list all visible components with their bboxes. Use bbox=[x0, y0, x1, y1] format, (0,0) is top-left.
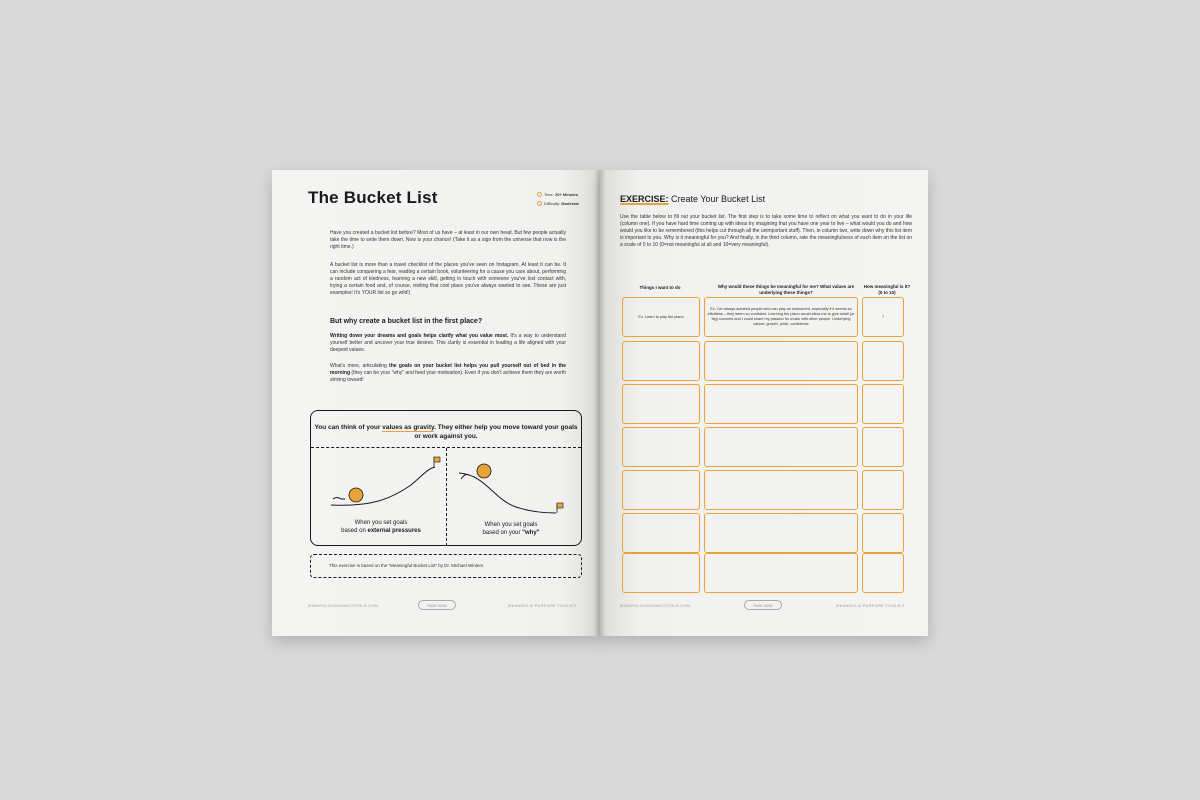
caption-external-bold: external pressures bbox=[367, 528, 421, 534]
exercise-meta bbox=[537, 190, 579, 208]
bucket-item-cell[interactable] bbox=[622, 513, 700, 553]
footer-website: MINDFULCOACHINGTOOLS.COM bbox=[620, 603, 691, 608]
ball-left-icon bbox=[349, 488, 363, 502]
flag-right-icon bbox=[557, 503, 563, 508]
exercise-title-accent: EXERCISE: bbox=[620, 194, 669, 204]
person-right-icon bbox=[461, 475, 469, 480]
clock-icon bbox=[537, 192, 542, 197]
reason-cell[interactable] bbox=[704, 513, 858, 553]
rating-cell[interactable] bbox=[862, 553, 904, 593]
bucket-item-cell[interactable] bbox=[622, 470, 700, 510]
left-page bbox=[272, 170, 600, 636]
values-paragraph-rest: It's a way to understand yourself better and uncover your true desires. This clarity is essential in leading a life aligned with your deepest values. bbox=[330, 333, 566, 353]
bucket-item-cell[interactable] bbox=[622, 341, 700, 381]
gravity-illustration-box bbox=[310, 410, 582, 546]
footer-toolkit: MEANING & PURPOSE TOOLKIT bbox=[836, 603, 905, 608]
bucket-item-cell[interactable] bbox=[622, 427, 700, 467]
caption-why-line2 bbox=[451, 529, 571, 537]
col-header-rating: How meaningful is it? (0 to 10) bbox=[863, 284, 911, 295]
source-note: This exercise is based on the "Meaningful Bucket List" by Dr. Michael Winters bbox=[329, 563, 484, 568]
reason-cell[interactable] bbox=[704, 341, 858, 381]
example-thing-cell[interactable]: Ex. Learn to play the piano bbox=[622, 297, 700, 337]
definition-paragraph: A bucket list is more than a travel checklist of the places you've seen on Instagram. At least it can be. It can include conquering a fear, reading a certain book, volunteering for a cause you care about, performing a random act of kindness, learning a new skill, getting in touch with someone you've lost contact with, trying a certain food and, of course, visiting that cool place you've always wanted to see. These are just examples! It's YOUR list so go wild!) bbox=[330, 262, 566, 296]
reason-cell[interactable] bbox=[704, 384, 858, 424]
motivation-paragraph bbox=[330, 363, 566, 384]
rating-cell[interactable] bbox=[862, 470, 904, 510]
uphill-curve bbox=[331, 467, 435, 505]
time-value: 20+ Minutes bbox=[554, 192, 578, 197]
reason-cell[interactable] bbox=[704, 427, 858, 467]
exercise-title bbox=[620, 194, 765, 204]
section-heading: But why create a bucket list in the first place? bbox=[330, 318, 483, 325]
motivation-paragraph-rest: (they can be your "why" and feed your motivation). Even if you don't achieve them they are worth striving toward! bbox=[330, 370, 566, 383]
book-spine bbox=[594, 170, 606, 636]
right-page bbox=[600, 170, 928, 636]
caption-why-bold: "why" bbox=[522, 530, 540, 536]
rating-cell[interactable] bbox=[862, 341, 904, 381]
rating-cell[interactable] bbox=[862, 427, 904, 467]
caption-external-line1: When you set goals bbox=[354, 520, 408, 526]
rating-cell[interactable] bbox=[862, 513, 904, 553]
difficulty-icon bbox=[537, 201, 542, 206]
gravity-heading-start: You can think of your bbox=[314, 424, 383, 431]
person-left-icon bbox=[333, 498, 345, 500]
caption-external-line2-start: based on bbox=[341, 528, 368, 534]
values-paragraph bbox=[330, 333, 566, 354]
example-rating-cell[interactable]: 7 bbox=[862, 297, 904, 337]
caption-external-line2 bbox=[321, 527, 441, 535]
caption-why-line1: When you set goals bbox=[484, 522, 538, 528]
col-header-things: Things I want to do bbox=[639, 285, 681, 290]
footer-page-number: PAGE 00/00 bbox=[418, 600, 456, 610]
open-workbook bbox=[272, 170, 928, 636]
difficulty-value: Moderate bbox=[561, 201, 580, 206]
bucket-item-cell[interactable] bbox=[622, 384, 700, 424]
reason-cell[interactable] bbox=[704, 470, 858, 510]
reason-cell[interactable] bbox=[704, 553, 858, 593]
gravity-heading-underlined: values as gravity bbox=[382, 424, 435, 431]
caption-why bbox=[451, 521, 571, 537]
intro-paragraph: Have you created a bucket list before? Most of us have – at least in our own head. But few people actually take the time to write them down. Now is your chance! (Take it as a sign from the universe that now is the right time.) bbox=[330, 230, 566, 250]
downhill-curve bbox=[459, 473, 556, 513]
footer-toolkit: MEANING & PURPOSE TOOLKIT bbox=[508, 603, 577, 608]
motivation-paragraph-start: What's more, articulating bbox=[330, 363, 390, 369]
page-title: The Bucket List bbox=[308, 188, 438, 207]
source-note-box bbox=[310, 554, 582, 578]
caption-external bbox=[321, 519, 441, 535]
gravity-heading-end: . They either help you move toward your goals or work against you. bbox=[414, 424, 578, 440]
col-header-why: Why would these things be meaningful for me? What values are underlying these things? bbox=[717, 284, 855, 295]
gravity-heading bbox=[311, 423, 581, 441]
time-label: Time: bbox=[544, 192, 554, 197]
footer-website: MINDFULCOACHINGTOOLS.COM bbox=[308, 603, 379, 608]
difficulty-label: Difficulty: bbox=[544, 201, 561, 206]
exercise-instructions: Use the table below to fill out your bucket list. The first step is to take some time to reflect on what you want to do in your life (column one). If you have hard time coming up with ideas try imagining that you have one year to live – what would you do and how would you like to be remembered (this helps cut through all the unimportant stuff). Then, in column two, write down why this list item is important to you. Why is it meaningful for you? And finally, in the third column, rate the meaningfulness of each item on the list on a scale of 0 to 10 (0=not meaningful at all and 10=very meaningful). bbox=[620, 214, 912, 248]
example-why-cell[interactable]: Ex. I've always admired people who can play an instrument, especially if it seems so effortless – they seem so confident. Learning the piano would allow me to give small (or big) concerts and I could share my passion for music with other people. Underlying values: growth, pride, confidence bbox=[704, 297, 858, 337]
exercise-title-rest: Create Your Bucket List bbox=[668, 194, 766, 204]
flag-left-icon bbox=[434, 457, 440, 462]
caption-why-line2-start: based on your bbox=[482, 530, 523, 536]
rating-cell[interactable] bbox=[862, 384, 904, 424]
gravity-drawings bbox=[311, 449, 581, 519]
bucket-item-cell[interactable] bbox=[622, 553, 700, 593]
values-paragraph-bold: Writing down your dreams and goals helps clarify what you value most. bbox=[330, 333, 509, 339]
motivation-paragraph-bold: the goals on your bucket list helps you pull yourself out of bed in the morning bbox=[330, 363, 566, 376]
footer-page-number: PAGE 00/00 bbox=[744, 600, 782, 610]
ball-right-icon bbox=[477, 464, 491, 478]
